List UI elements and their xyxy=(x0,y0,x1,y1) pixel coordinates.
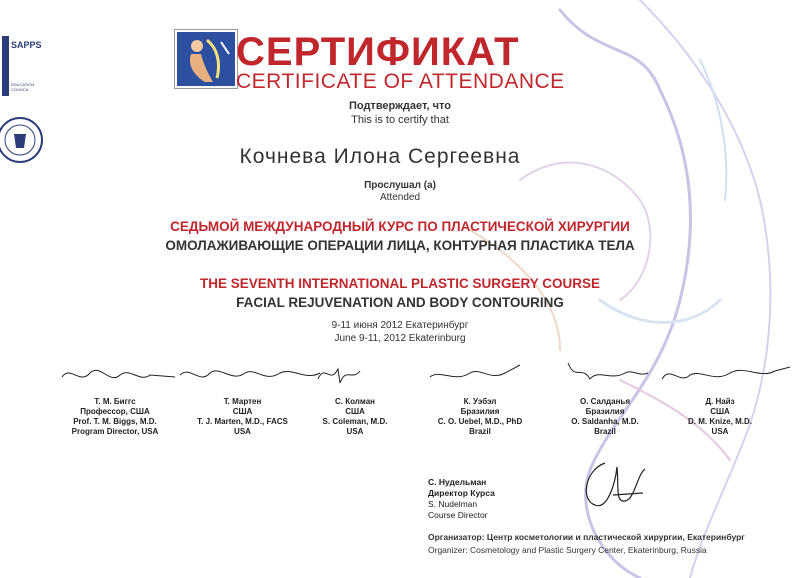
course-subtitle-ru: ОМОЛАЖИВАЮЩИЕ ОПЕРАЦИИ ЛИЦА, КОНТУРНАЯ ПЛАСТИКА ТЕЛА xyxy=(165,238,635,253)
course-seal-logo xyxy=(0,108,48,172)
signatory-name-ru: Д. Найз xyxy=(705,397,735,406)
attended-text-en: Attended xyxy=(379,192,421,203)
signatory-role-ru: США xyxy=(345,407,365,416)
director-signature-illustration xyxy=(565,455,655,515)
sapps-logo-subtext: EDUCATION COUNCIL xyxy=(11,82,35,92)
seal-icon xyxy=(0,108,48,172)
course-emblem-logo xyxy=(175,30,237,88)
course-date-en: June 9-11, 2012 Ekaterinburg xyxy=(334,333,466,344)
signatory-role-ru: США xyxy=(232,407,253,416)
sapps-logo xyxy=(2,36,42,98)
signatory-role-en: USA xyxy=(711,427,729,436)
organizer-text-ru: Организатор: Центр косметологии и пластической хирургии, Екатеринбург xyxy=(428,532,745,542)
signatory-biggs xyxy=(55,397,175,437)
attended-text-ru: Прослушал (а) xyxy=(364,180,436,191)
signatory-name-en: T. J. Marten, M.D., FACS xyxy=(197,417,288,426)
recipient-name: Кочнева Илона Сергеевна xyxy=(239,145,521,168)
emblem-figure-icon xyxy=(177,32,235,86)
signatory-role-en: Program Director, USA xyxy=(71,427,159,436)
signatory-name-ru: Т. Мартен xyxy=(223,397,262,406)
course-date-ru: 9-11 июня 2012 Екатеринбург xyxy=(331,320,469,331)
director-name-ru: С. Нудельман xyxy=(428,477,487,487)
signatory-name-ru: С. Колман xyxy=(335,397,375,406)
signatory-role-en: Brazil xyxy=(469,427,491,436)
signatory-name-en: Prof. T. M. Biggs, M.D. xyxy=(73,417,157,426)
signatory-uebel xyxy=(420,397,540,437)
signatory-role-en: USA xyxy=(346,427,364,436)
certificate-title-ru: СЕРТИФИКАТ xyxy=(236,30,520,74)
signatory-name-en: D. M. Knize, M.D. xyxy=(688,417,752,426)
logo-pillar-icon xyxy=(2,36,9,96)
signatory-role-ru: Бразилия xyxy=(460,407,500,416)
course-title-en: THE SEVENTH INTERNATIONAL PLASTIC SURGERY COURSE xyxy=(199,276,601,291)
certificate-title-en: CERTIFICATE OF ATTENDANCE xyxy=(236,70,565,93)
certify-text-ru: Подтверждает, что xyxy=(348,100,452,112)
sapps-logo-text: SAPPS xyxy=(11,40,42,50)
signatory-name-en: C. O. Uebel, M.D., PhD xyxy=(437,417,523,426)
signatory-saldanha xyxy=(555,397,655,437)
signatory-knize xyxy=(670,397,770,437)
director-name-en: S. Nudelman xyxy=(428,499,478,509)
signatory-role-ru: США xyxy=(710,407,730,416)
signatory-name-ru: К. Уэбэл xyxy=(463,397,497,406)
signatory-name-en: O. Saldanha, M.D. xyxy=(571,417,639,426)
signatory-role-ru: Бразилия xyxy=(585,407,625,416)
course-director-block xyxy=(428,477,578,521)
signatory-coleman xyxy=(305,397,405,437)
signatory-name-ru: О. Салданья xyxy=(579,397,631,406)
director-role-en: Course Director xyxy=(428,510,488,520)
course-title-ru: СЕДЬМОЙ МЕЖДУНАРОДНЫЙ КУРС ПО ПЛАСТИЧЕСКОЙ ХИРУРГИИ xyxy=(170,219,630,234)
signatory-name-ru: Т. М. Биггс xyxy=(94,397,136,406)
signatory-role-en: Brazil xyxy=(594,427,616,436)
signatory-role-ru: Профессор, США xyxy=(80,407,150,416)
signatory-marten xyxy=(180,397,305,437)
organizer-text-en: Organizer: Cosmetology and Plastic Surgery Center, Ekaterinburg, Russia xyxy=(428,545,707,555)
signatory-name-en: S. Coleman, M.D. xyxy=(322,417,388,426)
course-subtitle-en: FACIAL REJUVENATION AND BODY CONTOURING xyxy=(236,295,564,310)
director-role-ru: Директор Курса xyxy=(428,488,495,498)
certify-text-en: This is to certify that xyxy=(351,114,449,126)
signatures-row-illustration xyxy=(0,355,800,395)
signatory-role-en: USA xyxy=(234,427,251,436)
